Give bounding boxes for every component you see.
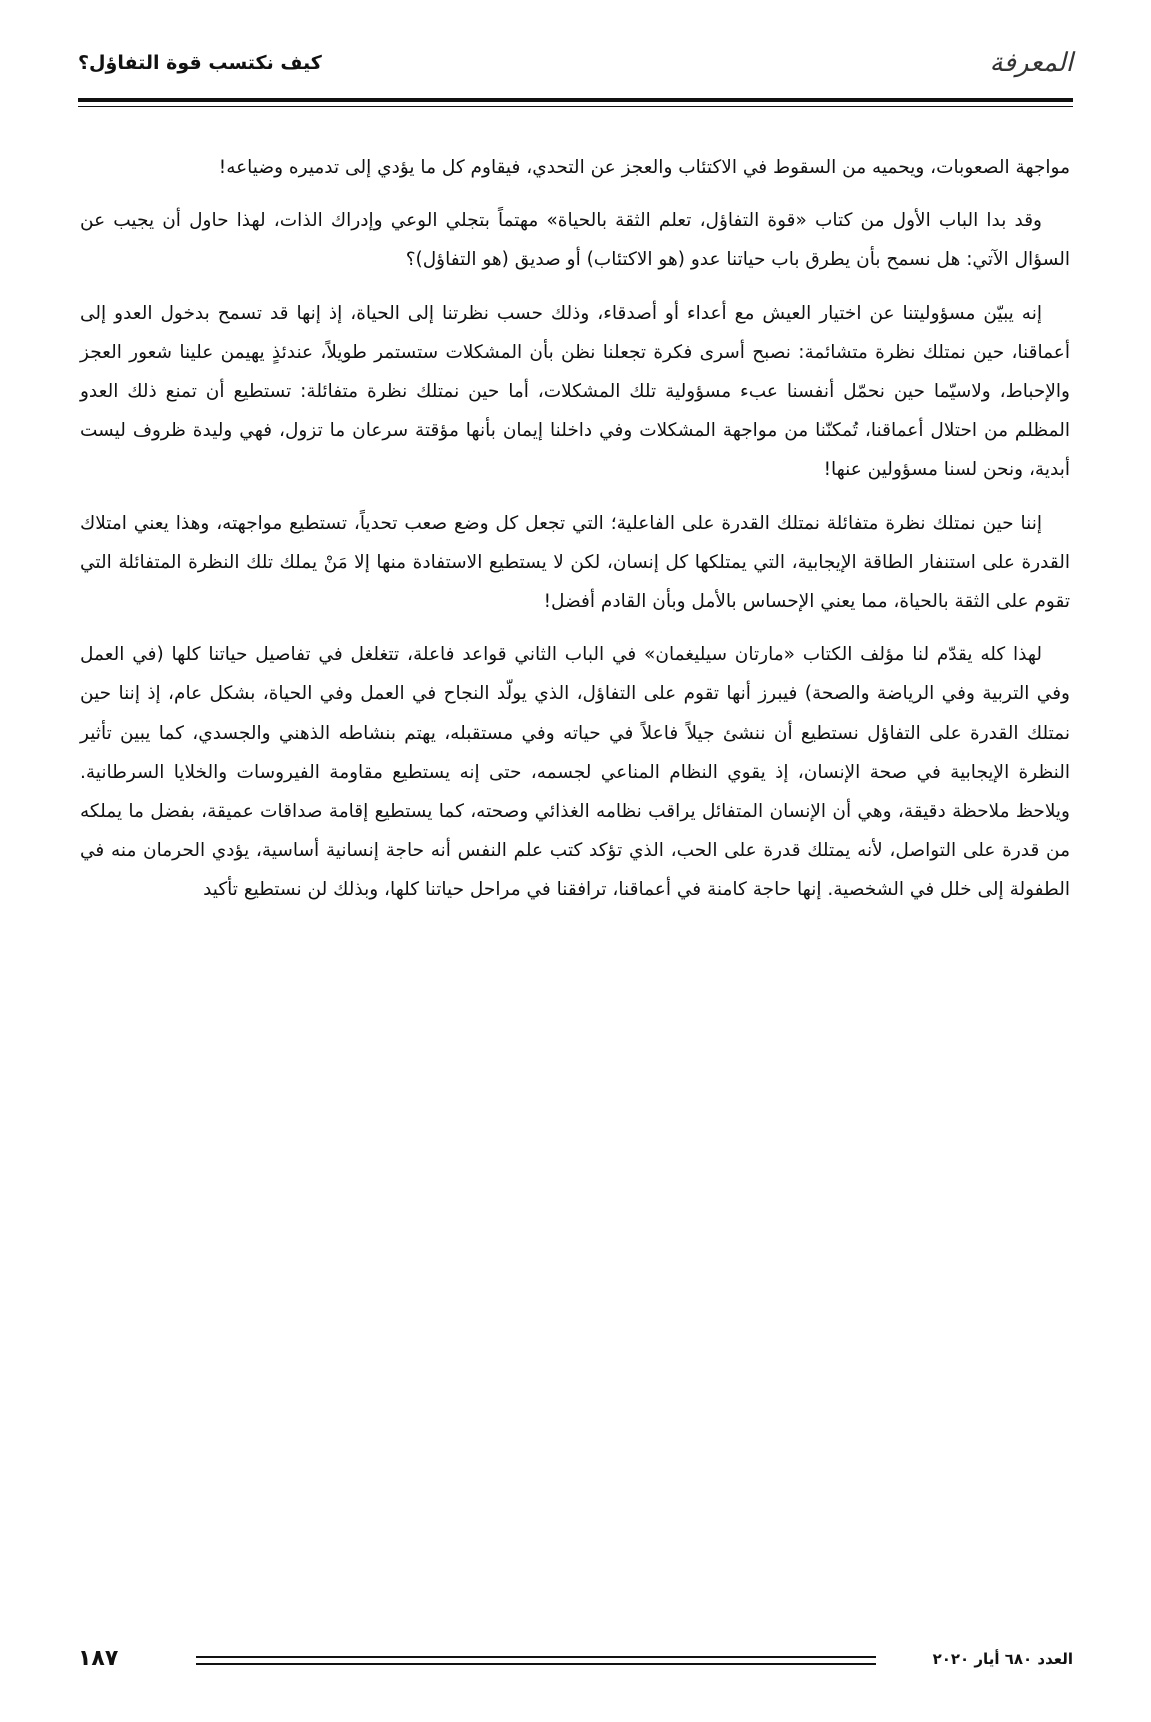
paragraph: إننا حين نمتلك نظرة متفائلة نمتلك القدرة على الفاعلية؛ التي تجعل كل وضع صعب تحدياً، تستطيع مواجهته، وهذا يعني امتلاك القدرة على استنفار الطاقة الإيجابية، التي يمتلكها كل إنسان، لكن لا يستطيع الاستفادة منها إلا مَنْ يملك تلك النظرة المتفائلة التي تقوم على الثقة بالحياة، مما يعني الإحساس بالأمل وبأن القادم أفضل! xyxy=(80,512,1070,613)
page-header xyxy=(78,44,1073,88)
paragraph: وقد بدا الباب الأول من كتاب «قوة التفاؤل، تعلم الثقة بالحياة» مهتماً بتجلي الوعي وإدراك الذات، لهذا حاول أن يجيب عن السؤال الآتي: هل نسمح بأن يطرق باب حياتنا عدو (هو الاكتئاب) أو صديق (هو التفاؤل)؟ xyxy=(80,210,1070,271)
paragraph: إنه يبيّن مسؤوليتنا عن اختيار العيش مع أعداء أو أصدقاء، وذلك حسب نظرتنا إلى الحياة، إذ إنها قد تسمح بدخول العدو إلى أعماقنا، حين نمتلك نظرة متشائمة: نصبح أسرى فكرة تجعلنا نظن بأن المشكلات ستستمر طويلاً، عندئذٍ يهيمن علينا شعور العجز والإحباط، ولاسيّما حين نحمّل أنفسنا عبء مسؤولية تلك المشكلات، أما حين نمتلك نظرة متفائلة: تستطيع أن تمنع ذلك العدو المظلم من احتلال أعماقنا، تُمكنّنا من مواجهة المشكلات وفي داخلنا إيمان بأنها مؤقتة سرعان ما تزول، فهي وليدة ظروف ليست أبدية، ونحن لسنا مسؤولين عنها! xyxy=(80,302,1070,481)
article-body xyxy=(80,148,1070,924)
issue-label: العدد ٦٨٠ أيار ٢٠٢٠ xyxy=(932,1650,1073,1668)
header-divider-thick xyxy=(78,98,1073,102)
magazine-logo: المعرفة xyxy=(989,48,1073,78)
footer-divider xyxy=(196,1663,876,1665)
footer-divider xyxy=(196,1656,876,1658)
paragraph: مواجهة الصعوبات، ويحميه من السقوط في الاكتئاب والعجز عن التحدي، فيقاوم كل ما يؤدي إلى تدميره وضياعه! xyxy=(218,157,1070,178)
page-number: ١٨٧ xyxy=(78,1646,119,1671)
header-divider-thin xyxy=(78,106,1073,107)
article-title: كيف نكتسب قوة التفاؤل؟ xyxy=(78,52,322,74)
page-footer xyxy=(78,1648,1073,1678)
paragraph: لهذا كله يقدّم لنا مؤلف الكتاب «مارتان سيليغمان» في الباب الثاني قواعد فاعلة، تتغلغل في تفاصيل حياتنا كلها (في العمل وفي التربية وفي الرياضة والصحة) فيبرز أنها تقوم على التفاؤل، الذي يولّد النجاح في العمل وفي الحياة، بشكل عام، إذ إننا حين نمتلك القدرة على التفاؤل نستطيع أن ننشئ جيلاً فاعلاً في حياته وفي مستقبله، يهتم بنشاطه الذهني والجسدي، كما يبين تأثير النظرة الإيجابية في صحة الإنسان، إذ يقوي النظام المناعي لجسمه، حتى إنه يستطيع مقاومة الفيروسات والخلايا السرطانية. ويلاحظ ملاحظة دقيقة، وهي أن الإنسان المتفائل يراقب نظامه الغذائي وصحته، كما يستطيع إقامة صداقات عميقة، بفضل ما يملكه من قدرة على التواصل، لأنه يمتلك قدرة على الحب، الذي تؤكد كتب علم النفس أنه حاجة إنسانية أساسية، يؤدي الحرمان منه في الطفولة إلى خلل في الشخصية. إنها حاجة كامنة في أعماقنا، ترافقنا في مراحل حياتنا كلها، وبذلك لن نستطيع تأكيد xyxy=(80,644,1070,901)
